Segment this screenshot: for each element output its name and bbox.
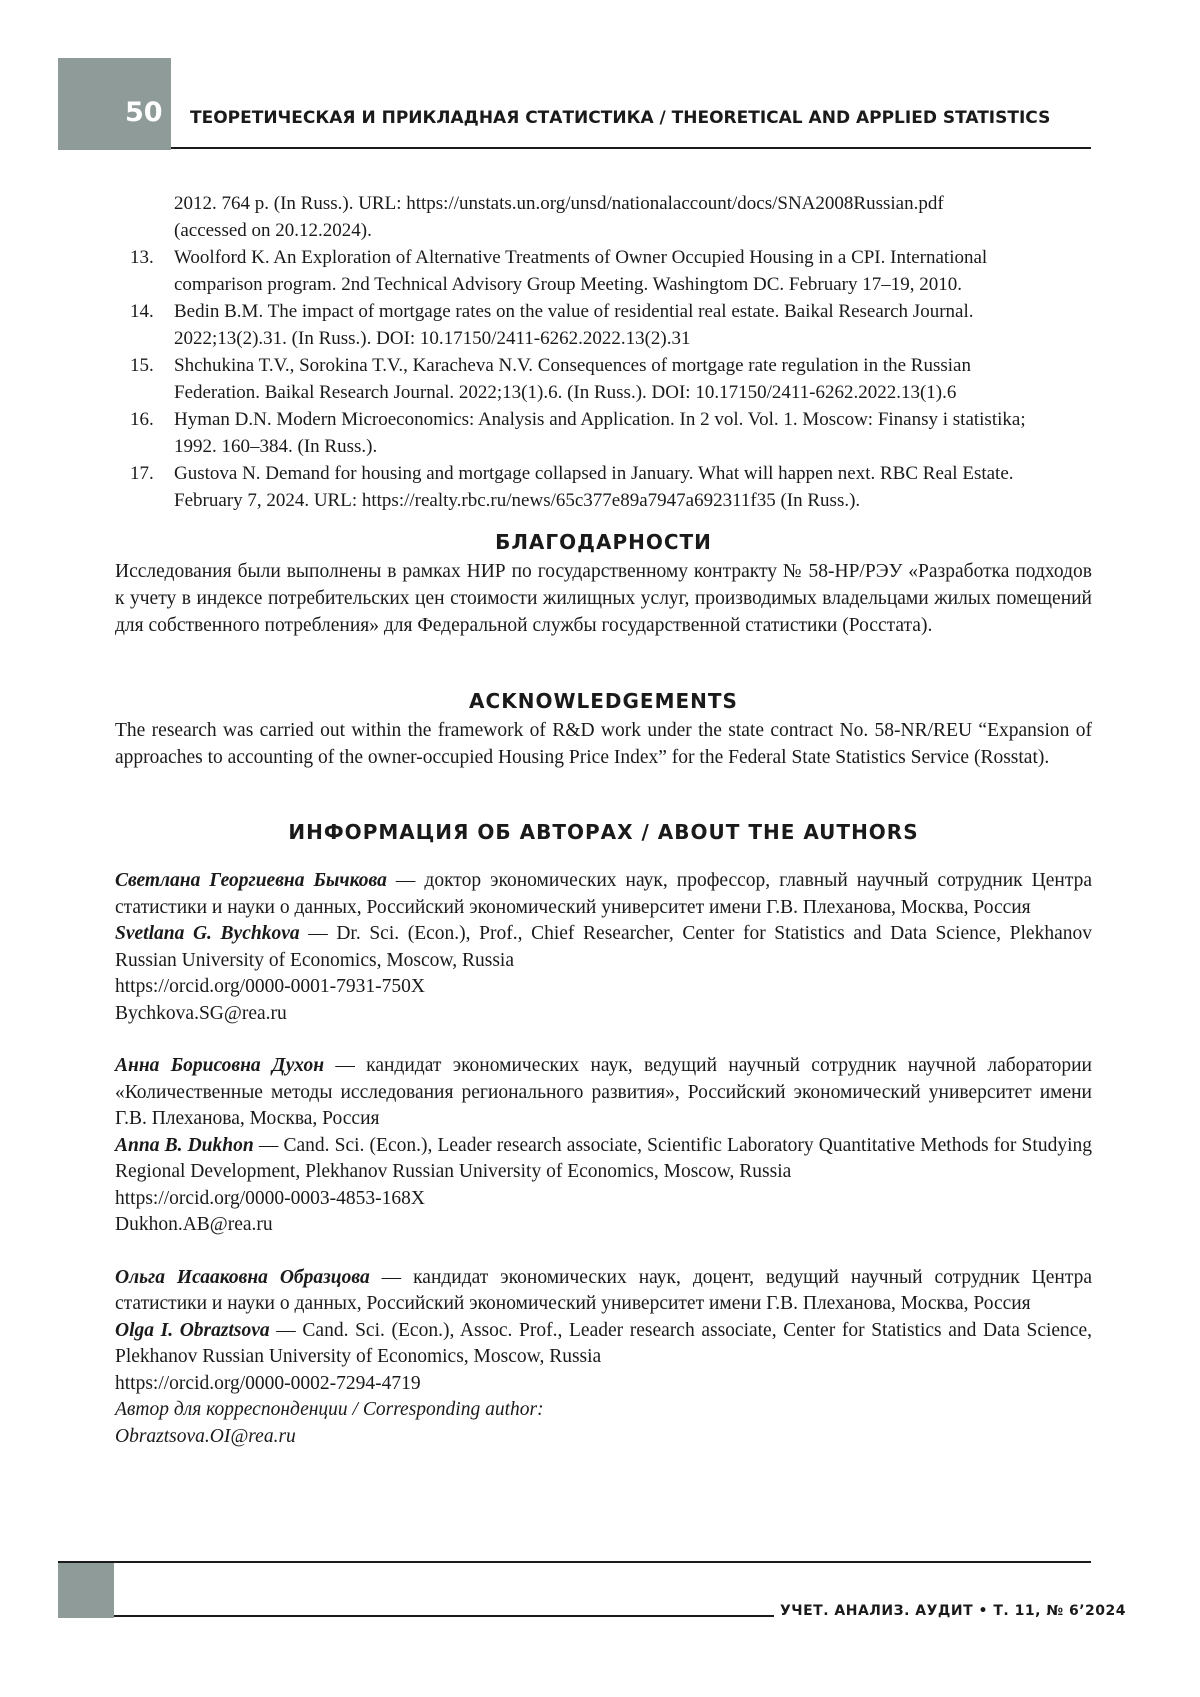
- author-entry: [115, 1265, 1092, 1451]
- reference-line: 2022;13(2).31. (In Russ.). DOI: 10.17150/2411-6262.2022.13(2).31: [174, 328, 691, 349]
- author-name-en: Svetlana G. Bychkova: [115, 923, 300, 944]
- acknowledgements-heading-en: ACKNOWLEDGEMENTS: [469, 689, 738, 713]
- author-email[interactable]: Obraztsova.OI@rea.ru: [115, 1425, 296, 1447]
- author-name-ru: Светлана Георгиевна Бычкова: [115, 870, 387, 891]
- author-orcid-link[interactable]: https://orcid.org/0000-0002-7294-4719: [115, 1372, 421, 1394]
- author-en: [115, 1318, 1092, 1371]
- header-rule: [171, 147, 1091, 149]
- authors-list: [115, 868, 1092, 1476]
- author-entry: [115, 868, 1092, 1027]
- footer-box: [58, 1563, 114, 1618]
- reference-item: [130, 460, 1092, 514]
- footer-rule-bottom: [114, 1615, 774, 1617]
- reference-number: 16.: [130, 409, 154, 430]
- author-ru: [115, 1053, 1092, 1133]
- author-email[interactable]: Bychkova.SG@rea.ru: [115, 1002, 287, 1024]
- reference-item: [130, 298, 1092, 352]
- reference-text: [174, 406, 1092, 460]
- author-desc-ru: — кандидат экономических наук, ведущий научный сотрудник научной лаборатории «Количественные методы исследования регионального развития», Российский экономический университет имени Г.В. Плеханова, Москва, Россия: [115, 1055, 1092, 1129]
- reference-text: [174, 460, 1092, 514]
- author-en: [115, 1133, 1092, 1186]
- author-email[interactable]: Dukhon.AB@rea.ru: [115, 1214, 273, 1235]
- author-name-ru: Ольга Исааковна Образцова: [115, 1266, 370, 1288]
- author-desc-ru: — доктор экономических наук, профессор, главный научный сотрудник Центра статистики и науки о данных, Российский экономический университет имени Г.В. Плеханова, Москва, Россия: [115, 870, 1092, 918]
- author-name-en: Anna B. Dukhon: [115, 1134, 254, 1156]
- corresponding-author-label: Автор для корреспонденции / Corresponding author:: [115, 1399, 544, 1420]
- author-ru: [115, 868, 1092, 921]
- authors-heading: ИНФОРМАЦИЯ ОБ АВТОРАХ / ABOUT THE AUTHORS: [288, 820, 919, 844]
- reference-line: 2012. 764 p. (In Russ.). URL: https://unstats.un.org/unsd/nationalaccount/docs/SNA2008Russian.pdf: [174, 193, 944, 214]
- author-desc-en: — Cand. Sci. (Econ.), Leader research associate, Scientific Laboratory Quantitative Methods for Studying Regional Development, Plekhanov Russian University of Economics, Moscow, Russia: [115, 1134, 1092, 1182]
- reference-number: 17.: [130, 463, 154, 484]
- reference-continuation: [130, 190, 1092, 244]
- reference-line: (accessed on 20.12.2024).: [174, 220, 372, 241]
- reference-list: [130, 190, 1092, 514]
- reference-line: Federation. Baikal Research Journal. 2022;13(1).6. (In Russ.). DOI: 10.17150/2411-6262.2022.13(1).6: [174, 382, 957, 403]
- author-orcid-link[interactable]: https://orcid.org/0000-0001-7931-750X: [115, 976, 425, 997]
- reference-item: [130, 406, 1092, 460]
- reference-line: Hyman D.N. Modern Microeconomics: Analysis and Application. In 2 vol. Vol. 1. Moscow: Finansy i statistika;: [174, 409, 1026, 430]
- reference-text: [174, 298, 1092, 352]
- reference-number: 13.: [130, 247, 154, 268]
- author-orcid-link[interactable]: https://orcid.org/0000-0003-4853-168X: [115, 1187, 425, 1209]
- reference-line: Gustova N. Demand for housing and mortgage collapsed in January. What will happen next. RBC Real Estate.: [174, 463, 1014, 484]
- journal-footer: УЧЕТ. АНАЛИЗ. АУДИТ • Т. 11, № 6’2024: [780, 1603, 1127, 1619]
- reference-item: [130, 352, 1092, 406]
- acknowledgements-heading-ru: БЛАГОДАРНОСТИ: [495, 530, 712, 554]
- author-entry: [115, 1053, 1092, 1239]
- running-head: ТЕОРЕТИЧЕСКАЯ И ПРИКЛАДНАЯ СТАТИСТИКА / THEORETICAL AND APPLIED STATISTICS: [190, 108, 1051, 128]
- author-ru: [115, 1265, 1092, 1318]
- reference-number: 14.: [130, 301, 154, 322]
- reference-text: [174, 352, 1092, 406]
- page-number: 50: [125, 97, 163, 128]
- author-name-ru: Анна Борисовна Духон: [115, 1055, 325, 1076]
- reference-text: [174, 244, 1092, 298]
- acknowledgements-text-ru: Исследования были выполнены в рамках НИР по государственному контракту № 58-НР/РЭУ «Разработка подходов к учету в индексе потребительских цен стоимости жилищных услуг, производимых владельцами жилых помещений для собственного потребления» для Федеральной службы государственной статистики (Росстата).: [115, 561, 1092, 636]
- author-desc-en: — Cand. Sci. (Econ.), Assoc. Prof., Leader research associate, Center for Statistics and Data Science, Plekhanov Russian University of Economics, Moscow, Russia: [115, 1319, 1092, 1367]
- acknowledgements-text-en: The research was carried out within the framework of R&D work under the state contract No. 58-NR/REU “Expansion of approaches to accounting of the owner-occupied Housing Price Index” for the Federal State Statistics Service (Rosstat).: [115, 720, 1092, 768]
- reference-line: Shchukina T.V., Sorokina T.V., Karacheva N.V. Consequences of mortgage rate regulation in the Russian: [174, 355, 971, 376]
- author-en: [115, 921, 1092, 974]
- author-desc-en: — Dr. Sci. (Econ.), Prof., Chief Researcher, Center for Statistics and Data Science, Plekhanov Russian University of Economics, Moscow, Russia: [115, 923, 1092, 971]
- author-desc-ru: — кандидат экономических наук, доцент, ведущий научный сотрудник Центра статистики и науки о данных, Российский экономический университет имени Г.В. Плеханова, Москва, Россия: [115, 1266, 1092, 1314]
- reference-line: comparison program. 2nd Technical Advisory Group Meeting. Washingtom DC. February 17–19, 2010.: [174, 274, 962, 295]
- footer-rule-top: [58, 1561, 1091, 1563]
- reference-number: 15.: [130, 355, 154, 376]
- reference-item: [130, 244, 1092, 298]
- reference-line: Woolford K. An Exploration of Alternative Treatments of Owner Occupied Housing in a CPI. International: [174, 247, 988, 268]
- reference-line: Bedin B.M. The impact of mortgage rates on the value of residential real estate. Baikal Research Journal.: [174, 301, 974, 322]
- reference-line: February 7, 2024. URL: https://realty.rbc.ru/news/65c377e89a7947a692311f35 (In Russ.).: [174, 490, 861, 511]
- author-name-en: Olga I. Obraztsova: [115, 1319, 270, 1341]
- reference-line: 1992. 160–384. (In Russ.).: [174, 436, 378, 457]
